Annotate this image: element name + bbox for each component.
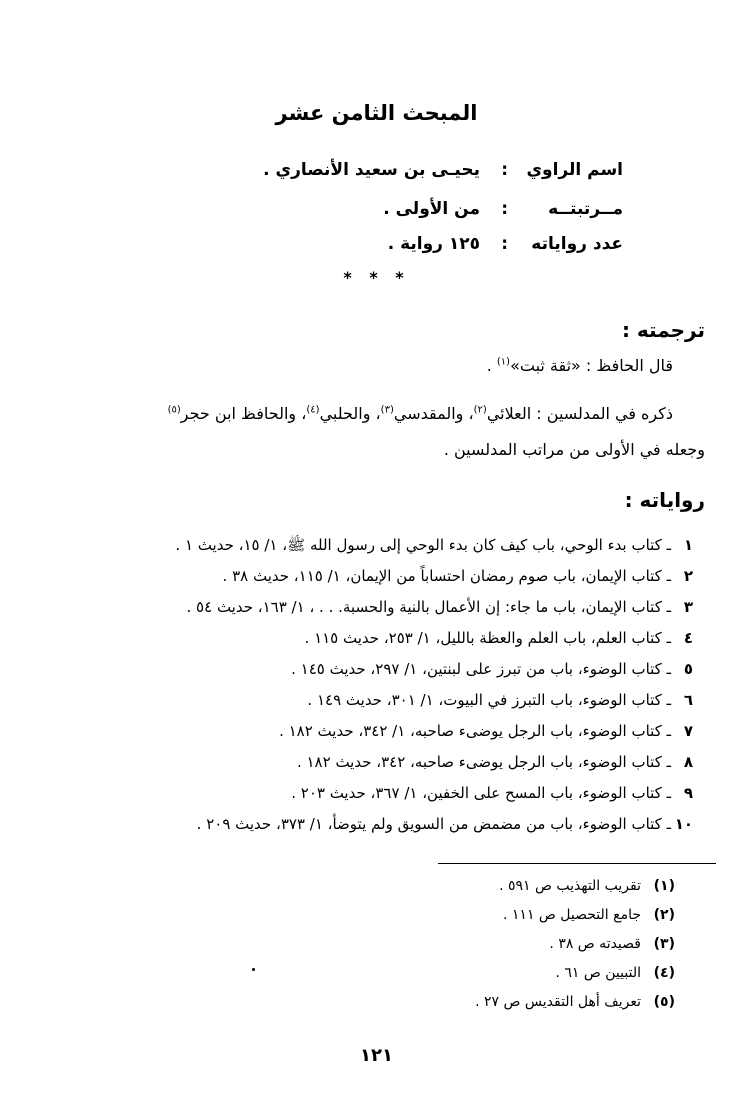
narration-item	[175, 536, 693, 562]
narration-item	[305, 629, 693, 655]
narrator-rank-row	[223, 199, 623, 229]
footnote-item	[503, 907, 675, 923]
mudallisin-text-2: ، والمقدسي	[393, 404, 474, 423]
footnote-item	[556, 965, 676, 981]
narration-text: ـ كتاب الوضوء، باب الرجل يوضىء صاحبه، ٣٤٢، حديث ١٨٢ .	[296, 753, 671, 771]
narration-text: ـ كتاب الوضوء، باب من تبرز على لبنتين، ١/ ٢٩٧، حديث ١٤٥ .	[291, 660, 671, 678]
narration-item	[297, 753, 693, 779]
narration-item	[197, 815, 693, 841]
hafiz-quote: قال الحافظ : «ثقة ثبت»	[510, 356, 673, 375]
narration-count-row	[223, 234, 623, 264]
narrations-heading: رواياته :	[624, 488, 705, 512]
narration-text: ـ كتاب العلم، باب العلم والعظة بالليل، ١/ ٢٥٣، حديث ١١٥ .	[304, 629, 671, 647]
narration-count-value: ١٢٥ رواية .	[387, 234, 480, 254]
section-title: المبحث الثامن عشر	[275, 101, 478, 125]
biography-line-3: وجعله في الأولى من مراتب المدلسين .	[443, 440, 705, 459]
footnote-number: (٢)	[653, 907, 675, 923]
narration-number: ٦	[683, 691, 693, 709]
narration-text: ـ كتاب الوضوء، باب الرجل يوضىء صاحبه، ١/ ٣٤٢، حديث ١٨٢ .	[279, 722, 671, 740]
footnote-ref-2: (٢)	[473, 404, 487, 416]
biography-line-2	[168, 404, 673, 423]
narration-number: ٨	[683, 753, 693, 771]
footnote-item	[499, 878, 675, 894]
mudallisin-text-3: ، والحلبي	[319, 404, 381, 423]
biography-line-1	[487, 356, 673, 375]
footnote-ref-5: (٥)	[167, 404, 181, 416]
footnote-ref-4: (٤)	[306, 404, 320, 416]
footnote-number: (٤)	[653, 965, 675, 981]
mudallisin-text-1: ذكره في المدلسين : العلائي	[486, 404, 673, 423]
narrator-rank-colon: :	[501, 199, 508, 219]
footnote-ref-1: (١)	[496, 356, 511, 368]
footnote-number: (٣)	[653, 936, 675, 952]
narration-text: ـ كتاب الوضوء، باب التبرز في البيوت، ١/ ٣٠١، حديث ١٤٩ .	[307, 691, 671, 709]
footnote-text: تقريب التهذيب ص ٥٩١ .	[499, 878, 641, 894]
page-number: ١٢١	[360, 1045, 393, 1066]
section-separator: * * *	[343, 268, 410, 287]
narration-item	[279, 722, 693, 748]
narration-count-colon: :	[501, 234, 508, 254]
footnote-number: (٥)	[653, 994, 675, 1010]
narration-number: ٥	[683, 660, 693, 678]
narration-number: ١	[683, 536, 693, 554]
narration-number: ٢	[683, 567, 693, 585]
narration-text: ـ كتاب الإيمان، باب ما جاء: إن الأعمال بالنية والحسبة. . . ، ١/ ١٦٣، حديث ٥٤ .	[186, 598, 671, 616]
narration-count-label: عدد رواياته	[531, 234, 623, 254]
biography-heading: ترجمته :	[621, 318, 705, 342]
narrator-name-label: اسم الراوي	[526, 160, 623, 180]
narration-number: ٤	[683, 629, 693, 647]
narrator-name-colon: :	[501, 160, 508, 180]
narration-number: ٣	[683, 598, 693, 616]
narration-item	[291, 660, 693, 686]
narration-text: ـ كتاب الوضوء، باب من مضمض من السويق ولم يتوضأ، ١/ ٣٧٣، حديث ٢٠٩ .	[196, 815, 671, 833]
narration-text: ـ كتاب الإيمان، باب صوم رمضان احتساباً من الإيمان، ١/ ١١٥، حديث ٣٨ .	[222, 567, 671, 585]
footnote-item	[549, 936, 675, 952]
narration-item	[291, 784, 693, 810]
ink-speck	[252, 968, 255, 971]
footnote-text: قصيدته ص ٣٨ .	[549, 936, 641, 952]
hafiz-quote-end: .	[486, 356, 497, 375]
footnote-text: التبيين ص ٦١ .	[555, 965, 641, 981]
narration-number: ٧	[683, 722, 693, 740]
narration-item	[307, 691, 693, 717]
mudallisin-text-4: ، والحافظ ابن حجر	[180, 404, 307, 423]
footnote-number: (١)	[653, 878, 675, 894]
footnote-ref-3: (٣)	[380, 404, 394, 416]
narration-text: ـ كتاب الوضوء، باب المسح على الخفين، ١/ ٣٦٧، حديث ٢٠٣ .	[291, 784, 671, 802]
narration-text: ـ كتاب بدء الوحي، باب كيف كان بدء الوحي إلى رسول الله ﷺ، ١/ ١٥، حديث ١ .	[175, 536, 671, 554]
narrator-name-value: يحيـى بن سعيد الأنصاري .	[263, 160, 480, 180]
narration-item	[187, 598, 694, 624]
narration-number: ١٠	[674, 815, 693, 833]
narration-item	[223, 567, 693, 593]
footnote-text: تعريف أهل التقديس ص ٢٧ .	[475, 994, 641, 1010]
footnote-item	[475, 994, 675, 1010]
narrator-name-row	[223, 160, 623, 190]
footnote-text: جامع التحصيل ص ١١١ .	[503, 907, 641, 923]
footnote-divider	[438, 863, 716, 864]
narration-number: ٩	[683, 784, 693, 802]
narrator-rank-value: من الأولى .	[383, 199, 480, 219]
narrator-rank-label: مــرتبتــه	[548, 199, 623, 219]
